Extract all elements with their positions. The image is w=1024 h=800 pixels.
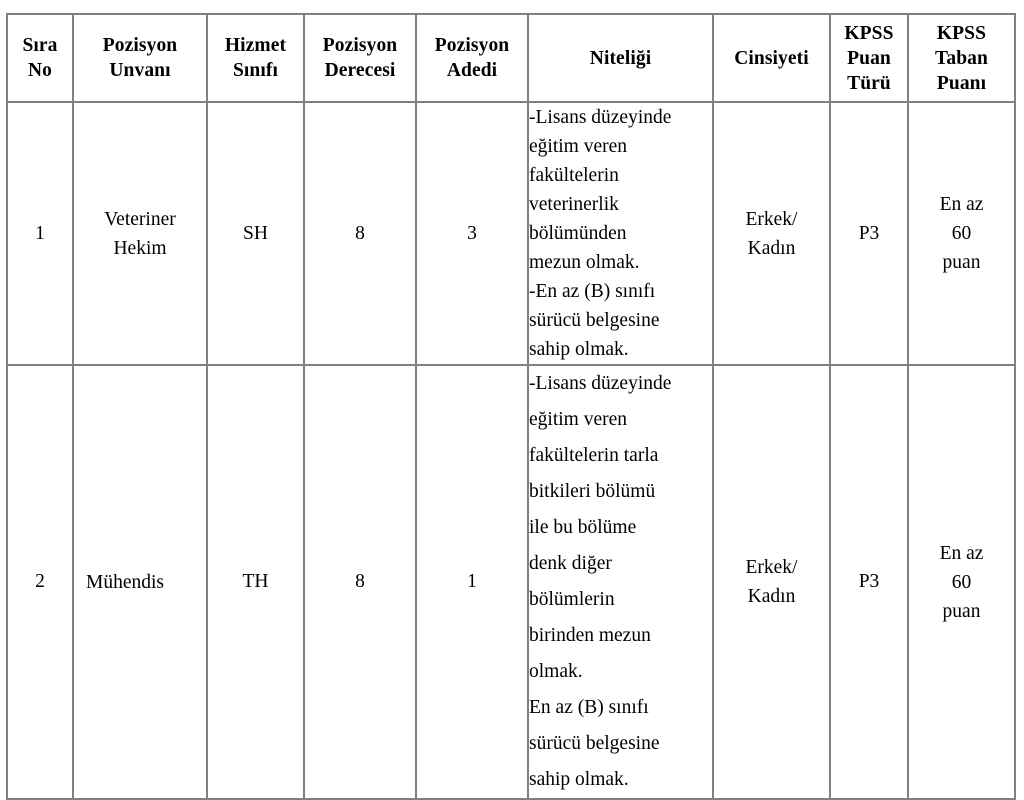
column-header-niteligi [528,14,713,102]
column-header-sira-no [7,14,73,102]
cell-pozisyon-adedi: 1 [416,365,528,799]
cell-niteligi-line-8: sürücü belgesine [529,310,660,331]
cell-cinsiyeti-line-2: Kadın [747,237,796,259]
column-header-kpss-taban-puani-line-2: Taban [935,47,988,69]
cell-cinsiyeti [713,365,830,799]
cell-pozisyon-derecesi: 8 [304,365,416,799]
table-row [7,365,1015,799]
table-body [7,102,1015,799]
cell-pozisyon-unvani [73,365,207,799]
cell-niteligi-line-4: veterinerlik [529,194,619,215]
table-row [7,102,1015,365]
cell-kpss-puan-turu: P3 [830,365,908,799]
cell-kpss-taban-puani-line-2: 60 [951,571,972,593]
table-header-row [7,14,1015,102]
cell-pozisyon-unvani-line-1: Mühendis [86,571,164,593]
cell-niteligi [528,365,713,799]
position-table [6,13,1016,800]
cell-cinsiyeti-line-1: Erkek/ [745,557,798,578]
column-header-kpss-puan-turu-line-2: Puan [847,47,891,69]
column-header-hizmet-sinifi [207,14,304,102]
column-header-pozisyon-adedi-line-1: Pozisyon [434,35,510,56]
column-header-kpss-puan-turu-line-3: Türü [847,72,891,94]
column-header-hizmet-sinifi-line-1: Hizmet [224,35,287,56]
cell-pozisyon-unvani-line-2: Hekim [113,237,167,259]
cell-hizmet-sinifi: SH [207,102,304,365]
column-header-kpss-puan-turu-line-1: KPSS [844,22,894,44]
column-header-kpss-taban-puani-line-3: Puanı [936,72,987,94]
column-header-niteligi-line-1: Niteliği [589,47,652,69]
cell-niteligi-line-3: fakültelerin [529,165,619,186]
cell-kpss-puan-turu: P3 [830,102,908,365]
cell-cinsiyeti [713,102,830,365]
column-header-sira-no-line-1: Sıra [22,35,58,56]
position-table-container [6,13,1014,800]
cell-niteligi-line-1: -Lisans düzeyinde [529,107,672,128]
cell-cinsiyeti-line-2: Kadın [747,586,796,607]
column-header-pozisyon-derecesi-line-2: Derecesi [324,60,396,81]
cell-niteligi-line-2: eğitim veren [529,409,628,430]
cell-niteligi-line-6: mezun olmak. [529,252,640,273]
cell-niteligi-line-7: bölümlerin [529,589,615,610]
cell-niteligi-line-5: ile bu bölüme [529,517,637,538]
cell-niteligi-line-9: olmak. [529,661,583,682]
column-header-pozisyon-unvani-line-2: Unvanı [109,60,171,81]
cell-niteligi-line-6: denk diğer [529,553,612,574]
column-header-cinsiyeti-line-1: Cinsiyeti [734,47,809,69]
cell-kpss-taban-puani-line-1: En az [939,542,984,564]
cell-niteligi-line-2: eğitim veren [529,136,628,157]
cell-niteligi-line-4: bitkileri bölümü [529,481,656,502]
cell-niteligi-line-3: fakültelerin tarla [529,445,659,466]
cell-kpss-taban-puani-line-3: puan [942,252,981,273]
cell-niteligi-line-9: sahip olmak. [529,339,629,360]
cell-cinsiyeti-line-1: Erkek/ [745,208,798,230]
column-header-pozisyon-derecesi-line-1: Pozisyon [322,35,398,56]
cell-niteligi-line-10: En az (B) sınıfı [529,697,649,718]
cell-hizmet-sinifi: TH [207,365,304,799]
cell-niteligi-line-5: bölümünden [529,223,627,244]
cell-kpss-taban-puani-line-2: 60 [951,223,972,244]
cell-kpss-taban-puani [908,365,1015,799]
cell-niteligi [528,102,713,365]
cell-niteligi-line-11: sürücü belgesine [529,733,660,754]
column-header-kpss-puan-turu [830,14,908,102]
cell-niteligi-line-1: -Lisans düzeyinde [529,373,672,394]
cell-kpss-taban-puani-line-1: En az [939,194,984,215]
cell-kpss-taban-puani-line-3: puan [942,600,981,622]
cell-niteligi-line-7: -En az (B) sınıfı [529,281,656,302]
column-header-pozisyon-unvani [73,14,207,102]
table-header [7,14,1015,102]
cell-pozisyon-adedi: 3 [416,102,528,365]
cell-sira-no: 1 [7,102,73,365]
column-header-sira-no-line-2: No [27,60,53,81]
cell-niteligi-line-12: sahip olmak. [529,769,629,790]
column-header-kpss-taban-puani-line-1: KPSS [936,22,987,44]
column-header-hizmet-sinifi-line-2: Sınıfı [232,60,279,81]
column-header-kpss-taban-puani [908,14,1015,102]
cell-pozisyon-unvani-line-1: Veteriner [104,208,176,230]
column-header-cinsiyeti [713,14,830,102]
column-header-pozisyon-derecesi [304,14,416,102]
cell-kpss-taban-puani [908,102,1015,365]
cell-niteligi-line-8: birinden mezun [529,625,651,646]
cell-pozisyon-derecesi: 8 [304,102,416,365]
cell-sira-no: 2 [7,365,73,799]
column-header-pozisyon-adedi [416,14,528,102]
cell-pozisyon-unvani [73,102,207,365]
column-header-pozisyon-unvani-line-1: Pozisyon [102,35,178,56]
column-header-pozisyon-adedi-line-2: Adedi [446,60,498,81]
